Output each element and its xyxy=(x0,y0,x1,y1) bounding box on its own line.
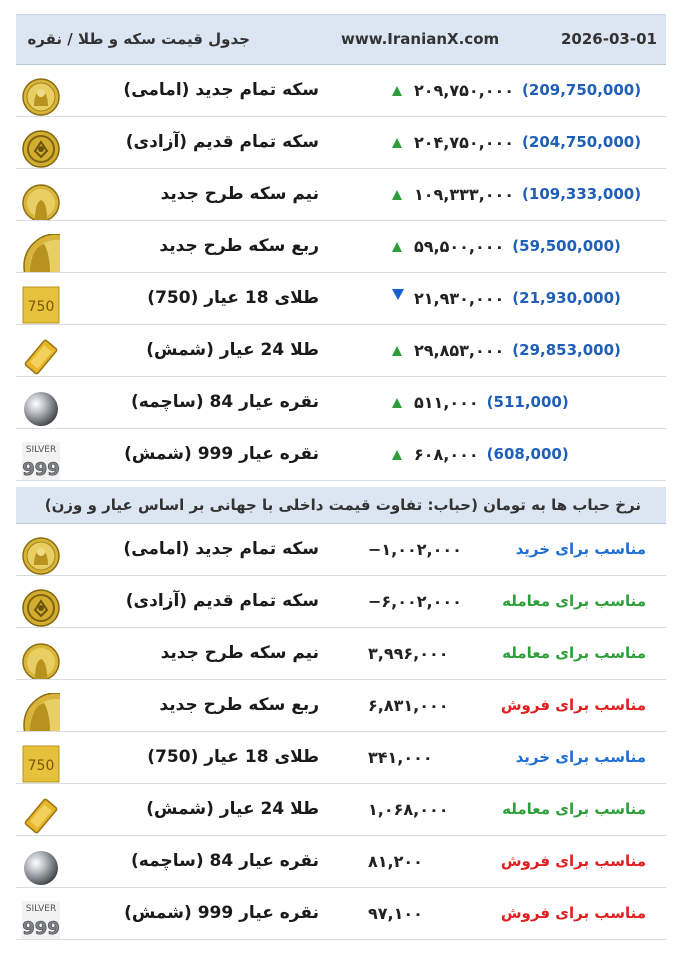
verdict-label: مناسب برای معامله xyxy=(502,800,646,818)
price-fa: ۵۹,۵۰۰,۰۰۰ xyxy=(414,237,505,256)
quarter-coin-icon xyxy=(22,234,62,272)
bubble-section-header xyxy=(16,487,666,524)
trend-up-icon xyxy=(392,190,402,200)
price-row[interactable] xyxy=(16,221,666,273)
bubble-section-title: نرخ حباب ها به تومان (حباب: تفاوت قیمت داخلی با جهانی بر اساس عیار و وزن) xyxy=(44,496,641,514)
item-name: ربع سکه طرح جدید xyxy=(159,236,319,256)
bubble-value: ۶,۸۳۱,۰۰۰ xyxy=(368,696,449,715)
verdict-label: مناسب برای فروش xyxy=(500,852,646,870)
price-en: (109,333,000) xyxy=(522,185,642,203)
item-name: سکه تمام جدید (امامی) xyxy=(123,539,319,559)
price-en: (29,853,000) xyxy=(512,341,621,359)
verdict-label: مناسب برای معامله xyxy=(502,644,646,662)
price-rows xyxy=(16,65,666,481)
bubble-value: ۹۷,۱۰۰ xyxy=(368,904,423,923)
svg-text:SILVER: SILVER xyxy=(25,904,57,914)
item-name: طلای 18 عیار (750) xyxy=(147,747,319,767)
price-row[interactable] xyxy=(16,65,666,117)
half-coin-icon xyxy=(22,641,62,679)
price-en: (21,930,000) xyxy=(512,289,621,307)
item-name: طلای 18 عیار (750) xyxy=(147,288,319,308)
item-name: نقره عیار 999 (شمش) xyxy=(124,444,319,464)
gold-bar-icon xyxy=(22,338,62,376)
price-fa: ۲۰۴,۷۵۰,۰۰۰ xyxy=(414,133,515,152)
bubble-row[interactable] xyxy=(16,888,666,940)
gold-coin-azadi-icon xyxy=(22,589,62,627)
price-row[interactable] xyxy=(16,117,666,169)
price-fa: ۲۹,۸۵۳,۰۰۰ xyxy=(414,341,505,360)
bubble-row[interactable] xyxy=(16,680,666,732)
gold-coin-emami-icon xyxy=(22,537,62,575)
verdict-label: مناسب برای معامله xyxy=(502,592,646,610)
price-fa: ۵۱۱,۰۰۰ xyxy=(414,393,479,412)
trend-up-icon xyxy=(392,346,402,356)
bubble-row[interactable] xyxy=(16,732,666,784)
item-name: نیم سکه طرح جدید xyxy=(160,184,319,204)
item-name: طلا 24 عیار (شمش) xyxy=(146,799,319,819)
bubble-row[interactable] xyxy=(16,628,666,680)
bubble-value: ۳,۹۹۶,۰۰۰ xyxy=(368,644,449,663)
trend-up-icon xyxy=(392,242,402,252)
price-row[interactable] xyxy=(16,377,666,429)
price-row[interactable] xyxy=(16,273,666,325)
item-name: نقره عیار 999 (شمش) xyxy=(124,903,319,923)
table-header xyxy=(16,14,666,65)
verdict-label: مناسب برای فروش xyxy=(500,904,646,922)
price-en: (511,000) xyxy=(486,393,569,411)
silver-ball-icon xyxy=(22,849,62,887)
trend-up-icon xyxy=(392,138,402,148)
price-fa: ۱۰۹,۳۳۳,۰۰۰ xyxy=(414,185,515,204)
price-en: (608,000) xyxy=(486,445,569,463)
verdict-label: مناسب برای خرید xyxy=(515,540,646,558)
bubble-row[interactable] xyxy=(16,524,666,576)
trend-up-icon xyxy=(392,398,402,408)
item-name: سکه تمام جدید (امامی) xyxy=(123,80,319,100)
bubble-value: ۳۴۱,۰۰۰ xyxy=(368,748,433,767)
trend-up-icon xyxy=(392,450,402,460)
price-en: (204,750,000) xyxy=(522,133,642,151)
bubble-value: ۱,۰۶۸,۰۰۰ xyxy=(368,800,449,819)
item-name: سکه تمام قدیم (آزادی) xyxy=(125,132,319,152)
price-row[interactable] xyxy=(16,169,666,221)
price-table xyxy=(16,14,666,940)
header-site-link[interactable]: www.IranianX.com xyxy=(341,30,500,48)
gold-coin-emami-icon xyxy=(22,78,62,116)
gold-coin-azadi-icon xyxy=(22,130,62,168)
bubble-value: ۸۱,۲۰۰ xyxy=(368,852,423,871)
silver-ball-icon xyxy=(22,390,62,428)
item-name: سکه تمام قدیم (آزادی) xyxy=(125,591,319,611)
half-coin-icon xyxy=(22,182,62,220)
silver-999-icon xyxy=(22,442,62,480)
header-title: جدول قیمت سکه و طلا / نقره xyxy=(27,30,250,48)
item-name: نقره عیار 84 (ساچمه) xyxy=(131,392,319,412)
item-name: طلا 24 عیار (شمش) xyxy=(146,340,319,360)
header-date: 2026-03-01 xyxy=(561,30,657,48)
svg-text:999: 999 xyxy=(22,918,60,939)
bubble-row[interactable] xyxy=(16,784,666,836)
svg-text:999: 999 xyxy=(22,459,60,480)
verdict-label: مناسب برای خرید xyxy=(515,748,646,766)
item-name: نیم سکه طرح جدید xyxy=(160,643,319,663)
gold-bar-icon xyxy=(22,797,62,835)
price-en: (209,750,000) xyxy=(522,81,642,99)
item-name: نقره عیار 84 (ساچمه) xyxy=(131,851,319,871)
bubble-rows xyxy=(16,524,666,940)
gold-750-icon xyxy=(22,286,62,324)
price-row[interactable] xyxy=(16,429,666,481)
gold-750-text: 750 xyxy=(27,299,55,315)
item-name: ربع سکه طرح جدید xyxy=(159,695,319,715)
price-row[interactable] xyxy=(16,325,666,377)
price-fa: ۲۰۹,۷۵۰,۰۰۰ xyxy=(414,81,515,100)
trend-down-icon xyxy=(392,289,404,300)
gold-750-text: 750 xyxy=(27,758,55,774)
verdict-label: مناسب برای فروش xyxy=(500,696,646,714)
silver-999-icon xyxy=(22,901,62,939)
bubble-row[interactable] xyxy=(16,836,666,888)
quarter-coin-icon xyxy=(22,693,62,731)
price-en: (59,500,000) xyxy=(512,237,621,255)
price-fa: ۲۱,۹۳۰,۰۰۰ xyxy=(414,289,505,308)
gold-750-icon xyxy=(22,745,62,783)
svg-text:SILVER: SILVER xyxy=(25,445,57,455)
bubble-value: −۶,۰۰۲,۰۰۰ xyxy=(368,592,462,611)
bubble-value: −۱,۰۰۲,۰۰۰ xyxy=(368,540,462,559)
bubble-row[interactable] xyxy=(16,576,666,628)
price-fa: ۶۰۸,۰۰۰ xyxy=(414,445,479,464)
trend-up-icon xyxy=(392,86,402,96)
